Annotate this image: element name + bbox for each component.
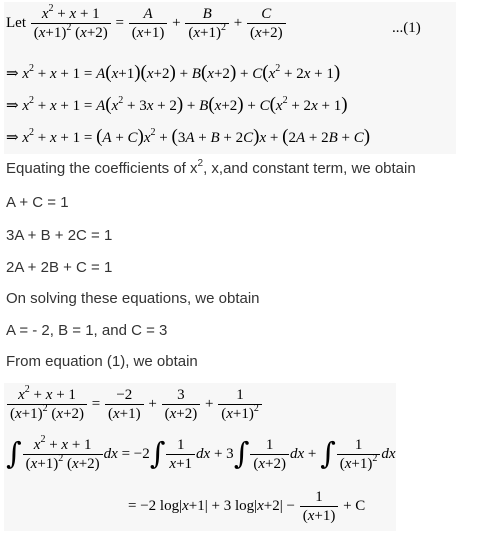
equation-ref-1: ...(1) bbox=[392, 20, 421, 36]
fraction-c: $\frac{C}{(x+2)}$ bbox=[247, 6, 286, 41]
fraction-b: $\frac{B}{(x+1)^2}$ bbox=[185, 6, 229, 41]
text-solution: A = - 2, B = 1, and C = 3 bbox=[6, 322, 168, 339]
fraction-a: $\frac{A}{(x+1)}$ bbox=[129, 6, 168, 41]
fraction-lhs: $\frac{x^2 + x + 1}{(x+1)^2 (x+2)}$ bbox=[31, 6, 111, 41]
let-label: Let bbox=[6, 14, 26, 31]
implication-line-1: ⇒ $x^2 + x + 1 = A(x+1)(x+2) + B(x+2) + C(x^2 + 2x + 1)$ bbox=[6, 62, 341, 83]
equation-let: Let $\frac{x^2 + x + 1}{(x+1)^2 (x+2)}$ = $\frac{A}{(x+1)}$ + $\frac{B}{(x+1)^2}$ + $\frac{C}{(x+2)}$ bbox=[6, 6, 287, 41]
integral-line: ∫ $\frac{x^2 + x + 1}{(x+1)^2 (x+2)}$ dx = −2∫ $\frac{1}{x+1}$ dx + 3∫ $\frac{1}{(x+2)}$ dx + ∫ $\frac{1}{(x+1)^2}$ dx bbox=[6, 434, 396, 472]
implication-line-2: ⇒ $x^2 + x + 1 = A(x^2 + 3x + 2) + B(x+2) + C(x^2 + 2x + 1)$ bbox=[6, 94, 348, 115]
integral-result: = −2 log|x+1| + 3 log|x+2| − $\frac{1}{(x+1)}$ + C bbox=[128, 489, 366, 524]
implication-line-3: ⇒ $x^2 + x + 1 = (A + C)x^2 + (3A + B + 2C)x + (2A + 2B + C)$ bbox=[6, 126, 371, 147]
equation-3a-b-2c: 3A + B + 2C = 1 bbox=[6, 227, 113, 244]
equation-2a-2b-c: 2A + 2B + C = 1 bbox=[6, 259, 113, 276]
text-from-equation: From equation (1), we obtain bbox=[6, 353, 198, 370]
text-equating: Equating the coefficients of $x^2$, x,and constant term, we obtain bbox=[6, 158, 416, 177]
equation-a-plus-c: A + C = 1 bbox=[6, 194, 69, 211]
text-solving: On solving these equations, we obtain bbox=[6, 290, 260, 307]
partial-fraction-result: $\frac{x^2 + x + 1}{(x+1)^2 (x+2)}$ = $\frac{-2}{(x+1)}$ + $\frac{3}{(x+2)}$ + $\frac{1}{(x+1)^2}$ bbox=[6, 387, 263, 422]
